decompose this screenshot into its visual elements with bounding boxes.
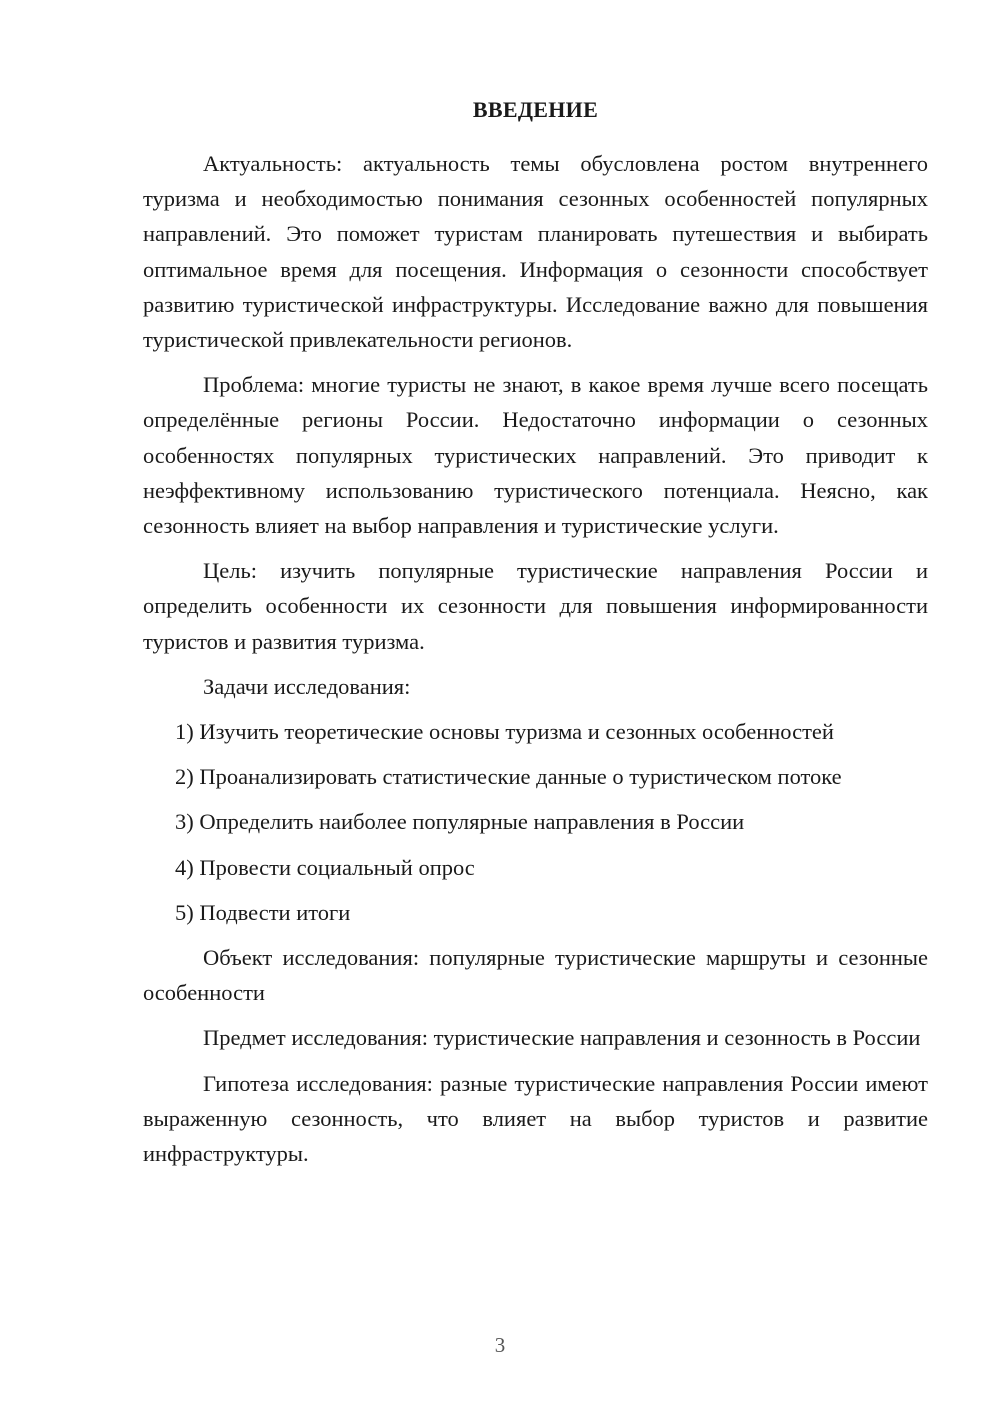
hypothesis-paragraph: Гипотеза исследования: разные туристические направления России имеют выраженную сезонность, что влияет на выбор туристов и развитие инфраструктуры.	[143, 1070, 928, 1167]
list-item: 1) Изучить теоретические основы туризма и сезонных особенностей	[175, 719, 834, 745]
tasks-list	[143, 714, 928, 930]
list-item: 3) Определить наиболее популярные направления в России	[175, 809, 745, 835]
relevance-paragraph: Актуальность: актуальность темы обусловлена ростом внутреннего туризма и необходимостью понимания сезонных особенностей популярных направлений. Это поможет туристам планировать путешествия и выбирать оптимальное время для посещения. Информация о сезонности способствует развитию туристической инфраструктуры. Исследование важно для повышения туристической привлекательности регионов.	[143, 151, 928, 353]
goal-paragraph: Цель: изучить популярные туристические направления России и определить особенности их сезонности для повышения информированности туристов и развития туризма.	[143, 558, 928, 654]
list-item: 4) Провести социальный опрос	[175, 854, 475, 880]
page-number: 3	[494, 1333, 506, 1357]
problem-paragraph: Проблема: многие туристы не знают, в какое время лучше всего посещать определённые регионы России. Недостаточно информации о сезонных особенностях популярных туристических направлений. Это приводит к неэффективному использованию туристического потенциала. Неясно, как сезонность влияет на выбор направления и туристические услуги.	[143, 372, 928, 539]
section-title: ВВЕДЕНИЕ	[472, 97, 599, 122]
list-item: 5) Подвести итоги	[175, 899, 351, 925]
page-content	[143, 96, 928, 1181]
subject-paragraph: Предмет исследования: туристические направления и сезонность в России	[203, 1025, 921, 1051]
list-item: 2) Проанализировать статистические данные о туристическом потоке	[175, 764, 842, 790]
tasks-heading: Задачи исследования:	[203, 673, 411, 699]
object-paragraph: Объект исследования: популярные туристические маршруты и сезонные особенности	[143, 945, 928, 1006]
